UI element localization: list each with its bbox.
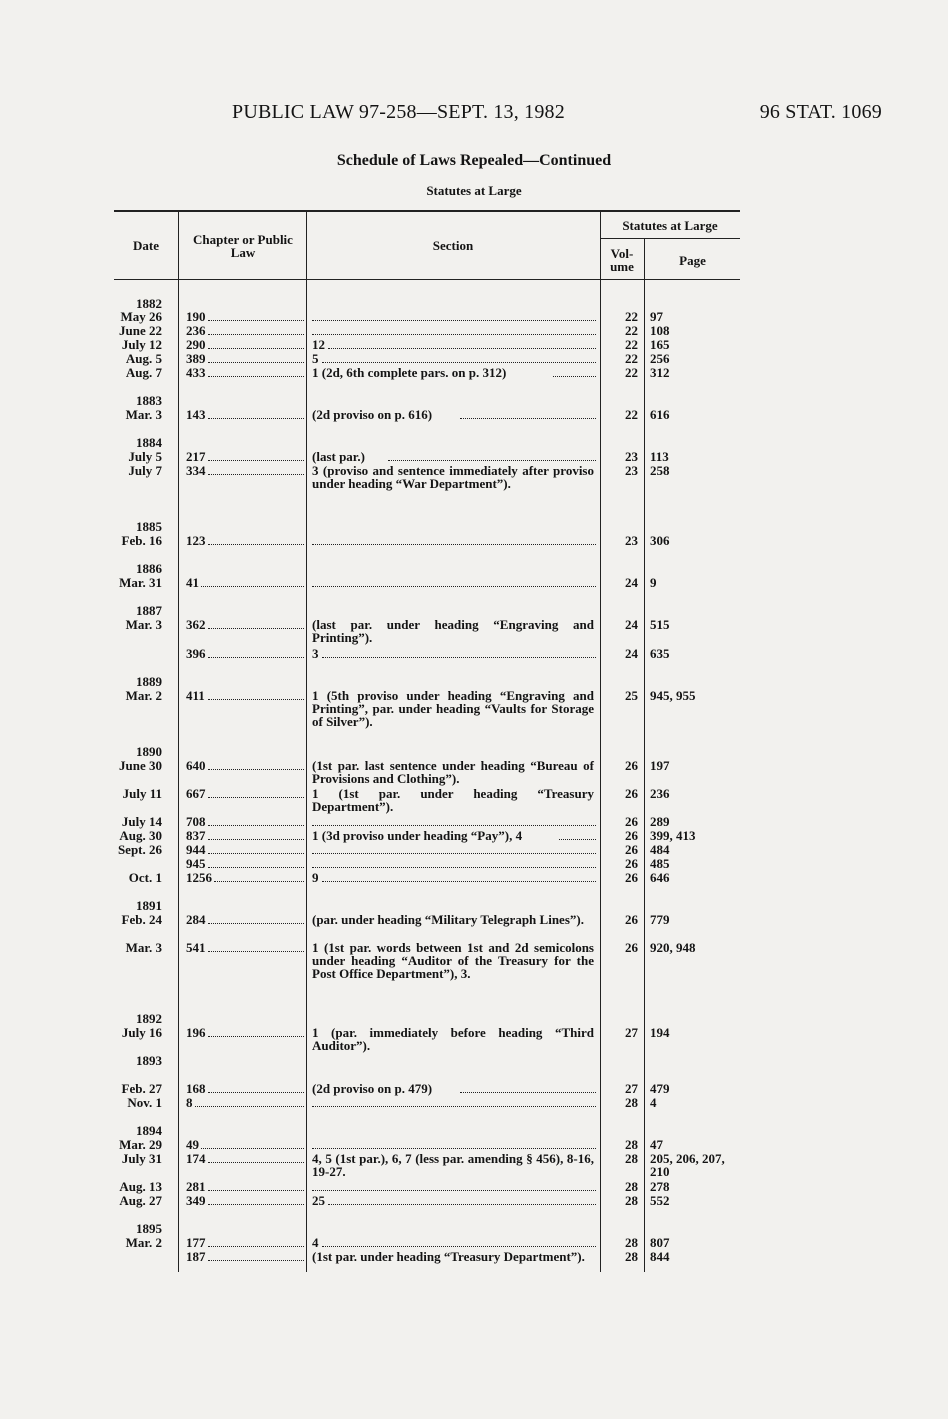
dot-leader [208,951,304,952]
date-cell: Aug. 5 [125,351,162,366]
statutes-subtitle: Statutes at Large [426,183,522,198]
page-cell: 484 [650,842,670,857]
chapter-cell: 837 [186,828,206,843]
page-cell: 807 [650,1235,670,1250]
section-cell: (1st par. last sentence under heading “Bureau of Provisions and Clothing”). [312,758,594,786]
date-cell: Oct. 1 [128,870,162,885]
dot-leader [195,1106,304,1107]
dot-leader [208,769,304,770]
col-rule-4 [644,238,645,1272]
page-cell: 278 [650,1179,670,1194]
page-cell: 945, 955 [650,688,696,703]
date-cell: July 5 [128,449,162,464]
chapter-cell: 196 [186,1025,206,1040]
page-cell: 9 [650,575,657,590]
chapter-cell: 187 [186,1249,206,1264]
year-label: 1895 [136,1221,162,1236]
volume-cell: 28 [625,1249,638,1264]
page-cell: 479 [650,1081,670,1096]
page-cell: 646 [650,870,670,885]
volume-cell: 24 [625,617,638,632]
section-cell: 1 (par. immediately before heading “Third Auditor”). [312,1025,594,1053]
dot-leader [208,853,304,854]
dot-leader [208,923,304,924]
section-cell: 1 (1st par. under heading “Treasury Department”). [312,786,594,814]
chapter-cell: 168 [186,1081,206,1096]
section-cell: 1 (1st par. words between 1st and 2d semicolons under heading “Auditor of the Treasury for the Post Office Department”), 3. [312,940,594,981]
year-label: 1894 [136,1123,162,1138]
section-cell: (last par.) [312,449,365,464]
dot-leader [312,853,596,854]
volume-cell: 26 [625,786,638,801]
volume-cell: 26 [625,814,638,829]
volume-cell: 22 [625,323,638,338]
page-column-header: Page [679,253,706,268]
year-label: 1889 [136,674,162,689]
volume-cell: 22 [625,407,638,422]
year-label: 1886 [136,561,162,576]
volume-cell: 28 [625,1235,638,1250]
dot-leader [208,1162,304,1163]
date-cell: July 7 [128,463,162,478]
volume-cell: 26 [625,842,638,857]
chapter-cell: 667 [186,786,206,801]
chapter-cell: 396 [186,646,206,661]
date-cell: July 31 [121,1151,162,1166]
page-cell: 616 [650,407,670,422]
date-cell: Feb. 27 [121,1081,162,1096]
dot-leader [208,1092,304,1093]
section-cell: 1 (3d proviso under heading “Pay”), 4 [312,828,523,843]
dot-leader [312,1148,596,1149]
chapter-cell: 8 [186,1095,193,1110]
dot-leader [208,376,304,377]
chapter-cell: 236 [186,323,206,338]
page-cell: 236 [650,786,670,801]
volume-cell: 23 [625,463,638,478]
date-cell: Mar. 2 [125,688,162,703]
chapter-cell: 49 [186,1137,199,1152]
volume-cell: 26 [625,856,638,871]
page-cell: 289 [650,814,670,829]
page-cell: 97 [650,309,663,324]
dot-leader [208,867,304,868]
dot-leader [312,867,596,868]
dot-leader [201,1148,304,1149]
section-cell: 1 (5th proviso under heading “Engraving and Printing”, par. under heading “Vaults for Storage of Silver”). [312,688,594,729]
chapter-cell: 640 [186,758,206,773]
date-cell: Mar. 3 [125,617,162,632]
dot-leader [312,1190,596,1191]
date-cell: May 26 [120,309,162,324]
volume-cell: 26 [625,912,638,927]
date-cell: Mar. 29 [119,1137,162,1152]
date-cell: July 11 [122,786,162,801]
volume-cell: 23 [625,533,638,548]
dot-leader [322,657,596,658]
chapter-cell: 1256 [186,870,212,885]
date-cell: Sept. 26 [117,842,162,857]
volume-cell: 28 [625,1193,638,1208]
dot-leader [312,544,596,545]
volume-cell: 28 [625,1095,638,1110]
chapter-column-header: Chapter or Public Law [193,232,293,260]
date-cell: Aug. 27 [119,1193,162,1208]
section-cell: 12 [312,337,325,352]
dot-leader [208,544,304,545]
date-cell: Mar. 2 [125,1235,162,1250]
page-cell: 4 [650,1095,657,1110]
dot-leader [460,418,596,419]
dot-leader [208,1246,304,1247]
dot-leader [312,334,596,335]
date-cell: Mar. 31 [119,575,162,590]
dot-leader [208,460,304,461]
page-cell: 258 [650,463,670,478]
volume-cell: 27 [625,1081,638,1096]
page-cell: 399, 413 [650,828,696,843]
dot-leader [208,1036,304,1037]
dot-leader [208,320,304,321]
page-cell: 779 [650,912,670,927]
page-cell: 113 [650,449,669,464]
volume-cell: 24 [625,575,638,590]
dot-leader [208,657,304,658]
top-rule [114,210,740,212]
sal-subheader-rule [600,238,740,239]
volume-cell: 22 [625,365,638,380]
running-head: PUBLIC LAW 97-258—SEPT. 13, 1982 [232,101,565,123]
date-cell: Feb. 24 [121,912,162,927]
page-cell: 197 [650,758,670,773]
chapter-cell: 411 [186,688,205,703]
date-cell: Mar. 3 [125,407,162,422]
chapter-cell: 41 [186,575,199,590]
section-cell: 4 [312,1235,319,1250]
dot-leader [322,1246,596,1247]
year-label: 1892 [136,1011,162,1026]
date-cell: July 14 [121,814,162,829]
dot-leader [460,1092,596,1093]
dot-leader [208,825,304,826]
dot-leader [322,881,596,882]
volume-cell: 28 [625,1151,638,1166]
volume-cell: 26 [625,758,638,773]
dot-leader [208,797,304,798]
date-cell: Aug. 30 [119,828,162,843]
col-rule-3 [600,210,601,1272]
volume-cell: 28 [625,1137,638,1152]
chapter-cell: 349 [186,1193,206,1208]
volume-cell: 22 [625,309,638,324]
page-cell: 515 [650,617,670,632]
page-cell: 920, 948 [650,940,696,955]
chapter-cell: 174 [186,1151,206,1166]
chapter-cell: 190 [186,309,206,324]
section-cell: 3 [312,646,319,661]
volume-cell: 23 [625,449,638,464]
dot-leader [312,586,596,587]
page-cell: 844 [650,1249,670,1264]
year-label: 1887 [136,603,162,618]
volume-cell: 27 [625,1025,638,1040]
dot-leader [312,320,596,321]
date-cell: Feb. 16 [121,533,162,548]
dot-leader [208,418,304,419]
dot-leader [208,334,304,335]
dot-leader [208,362,304,363]
chapter-cell: 290 [186,337,206,352]
chapter-cell: 177 [186,1235,206,1250]
col-rule-2 [306,210,307,1272]
date-cell: Aug. 13 [119,1179,162,1194]
page-cell: 312 [650,365,670,380]
section-cell: (2d proviso on p. 616) [312,407,433,422]
year-label: 1883 [136,393,162,408]
section-cell: 3 (proviso and sentence immediately after proviso under heading “War Department”). [312,463,594,491]
page-cell: 194 [650,1025,670,1040]
dot-leader [312,825,596,826]
dot-leader [208,348,304,349]
statutes-at-large-header: Statutes at Large [622,218,718,233]
section-cell: (1st par. under heading “Treasury Department”). [312,1249,585,1264]
volume-cell: 22 [625,351,638,366]
section-cell: (2d proviso on p. 479) [312,1081,433,1096]
year-label: 1884 [136,435,162,450]
chapter-cell: 143 [186,407,206,422]
chapter-cell: 944 [186,842,206,857]
page-cell: 108 [650,323,670,338]
schedule-title: Schedule of Laws Repealed—Continued [336,152,612,169]
volume-cell: 25 [625,688,638,703]
chapter-cell: 433 [186,365,206,380]
chapter-cell: 708 [186,814,206,829]
volume-cell: 26 [625,870,638,885]
volume-cell: 28 [625,1179,638,1194]
date-cell: Mar. 3 [125,940,162,955]
chapter-cell: 945 [186,856,206,871]
dot-leader [328,348,596,349]
date-cell: June 22 [119,323,162,338]
dot-leader [208,839,304,840]
date-cell: Aug. 7 [125,365,162,380]
section-cell: (last par. under heading “Engraving and Printing”). [312,617,594,645]
page-cell: 485 [650,856,670,871]
header-bottom-rule [114,279,740,280]
volume-cell: 26 [625,940,638,955]
page-cell: 635 [650,646,670,661]
volume-cell: 26 [625,828,638,843]
volume-cell: 22 [625,337,638,352]
dot-leader [208,1204,304,1205]
page-cell: 256 [650,351,670,366]
page-cell: 47 [650,1137,663,1152]
dot-leader [208,699,304,700]
section-cell: 4, 5 (1st par.), 6, 7 (less par. amending § 456), 8-16, 19-27. [312,1151,594,1179]
year-label: 1891 [136,898,162,913]
year-label: 1893 [136,1053,162,1068]
page-cell: 552 [650,1193,670,1208]
section-cell: 5 [312,351,319,366]
chapter-cell: 389 [186,351,206,366]
dot-leader [328,1204,596,1205]
chapter-cell: 217 [186,449,206,464]
chapter-cell: 541 [186,940,206,955]
date-cell: June 30 [119,758,162,773]
section-cell: 1 (2d, 6th complete pars. on p. 312) [312,365,507,380]
date-cell: July 16 [121,1025,162,1040]
section-column-header: Section [432,238,474,253]
page-cell: 205, 206, 207, 210 [650,1151,725,1179]
date-cell: Nov. 1 [127,1095,162,1110]
dot-leader [208,628,304,629]
dot-leader [553,376,596,377]
year-label: 1885 [136,519,162,534]
chapter-cell: 362 [186,617,206,632]
chapter-cell: 334 [186,463,206,478]
dot-leader [214,881,304,882]
year-label: 1882 [136,296,162,311]
page-cell: 165 [650,337,670,352]
dot-leader [312,1106,596,1107]
page-cell: 306 [650,533,670,548]
col-rule-1 [178,210,179,1272]
chapter-cell: 281 [186,1179,206,1194]
date-column-header: Date [133,238,159,253]
dot-leader [201,586,304,587]
page-stat-number: 96 STAT. 1069 [759,101,882,123]
chapter-cell: 123 [186,533,206,548]
dot-leader [559,839,596,840]
year-label: 1890 [136,744,162,759]
chapter-cell: 284 [186,912,206,927]
dot-leader [322,362,596,363]
dot-leader [208,1260,304,1261]
section-cell: 25 [312,1193,325,1208]
section-cell: (par. under heading “Military Telegraph Lines”). [312,912,584,927]
date-cell: July 12 [121,337,162,352]
volume-column-header: Vol-ume [610,246,634,274]
dot-leader [208,474,304,475]
dot-leader [388,460,596,461]
section-cell: 9 [312,870,319,885]
volume-cell: 24 [625,646,638,661]
dot-leader [208,1190,304,1191]
